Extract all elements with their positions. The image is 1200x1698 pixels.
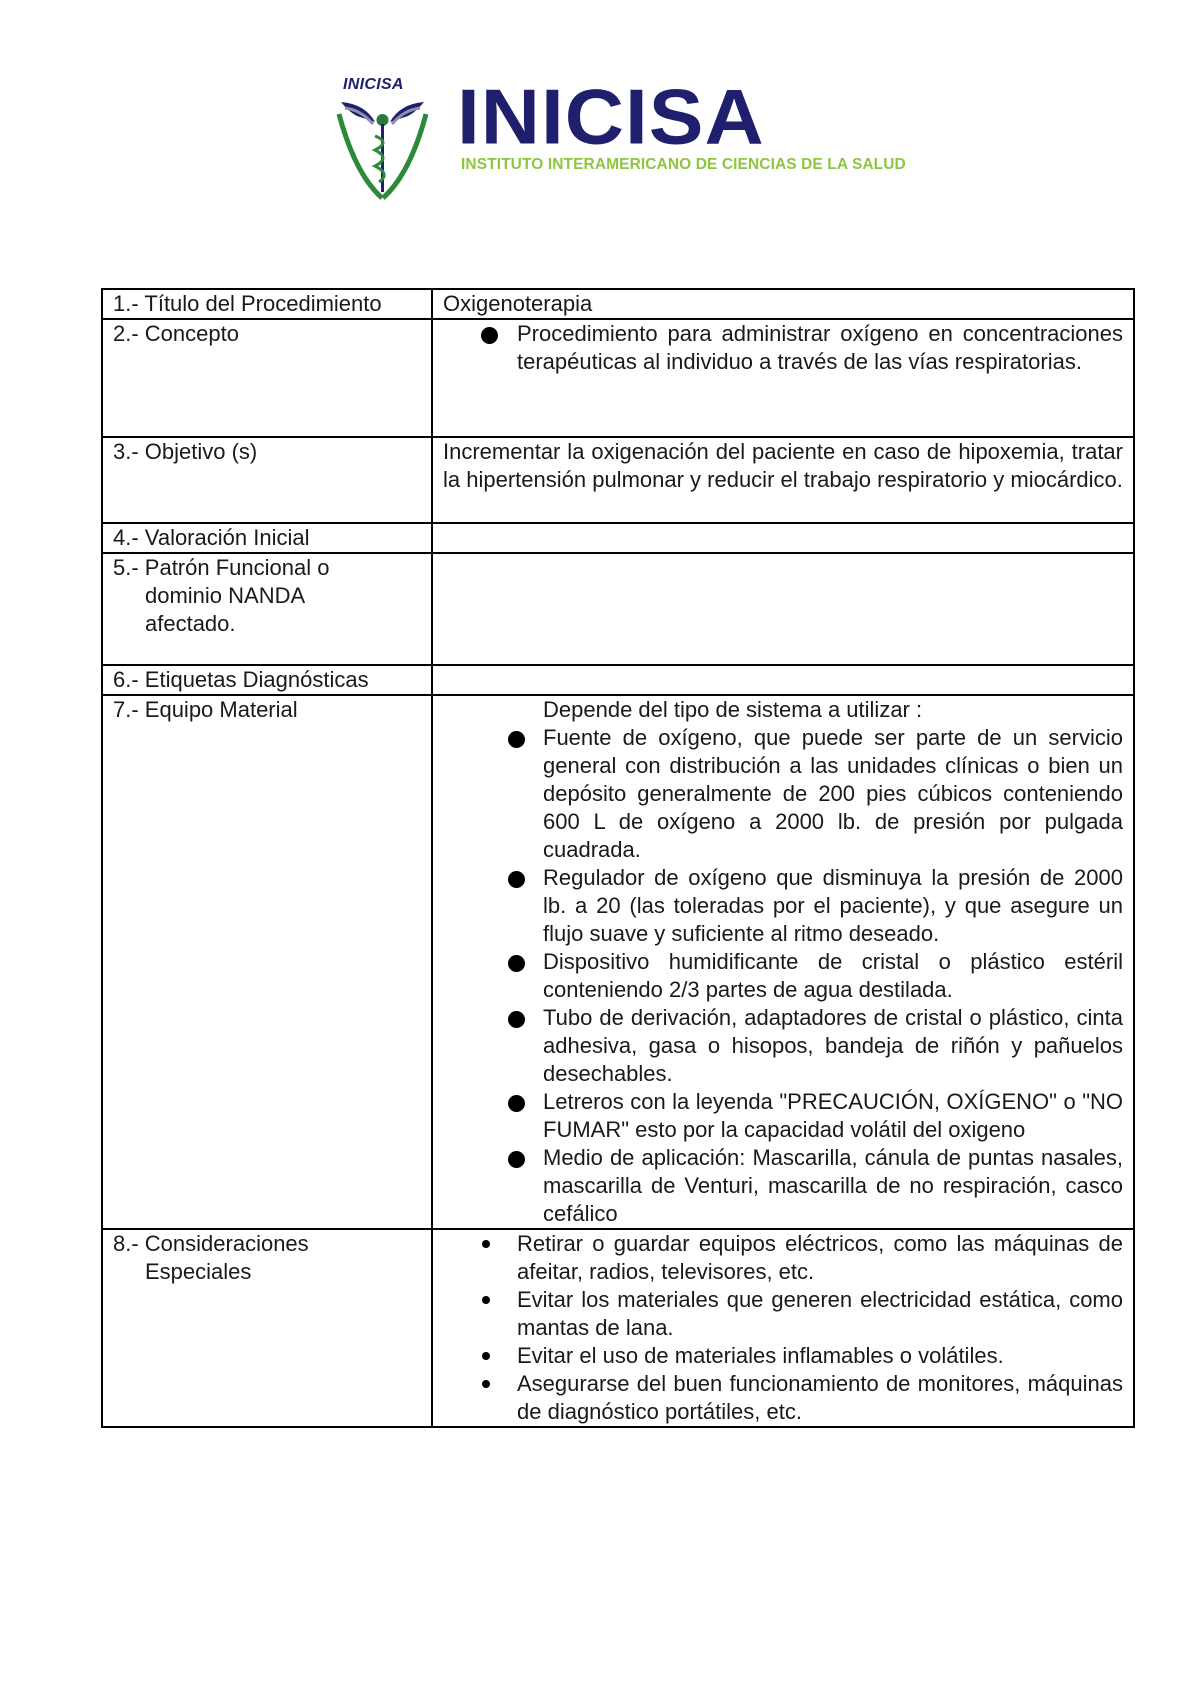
value-special-considerations: [432, 1229, 1134, 1427]
list-item: Regulador de oxígeno que disminuya la presión de 2000 lb. a 20 (las toleradas por el paciente), y que asegure un flujo suave y suficiente al ritmo deseado.: [543, 864, 1123, 948]
value-nanda: [432, 553, 1134, 665]
list-item: Evitar el uso de materiales inflamables o volátiles.: [517, 1342, 1123, 1370]
institution-logo: [335, 72, 935, 202]
concept-text: Procedimiento para administrar oxígeno en concentraciones terapéuticas al individuo a través de las vías respiratorias.: [517, 321, 1123, 374]
label-initial-assessment: 4.- Valoración Inicial: [102, 523, 432, 553]
label-nanda-first: 5.- Patrón Funcional o: [113, 555, 330, 580]
value-concept: [432, 319, 1134, 437]
bullet-icon: [508, 1011, 525, 1028]
caduceus-icon: [335, 94, 430, 202]
procedure-table: [101, 288, 1135, 1428]
label-special-considerations: [102, 1229, 432, 1427]
bullet-icon: [508, 1095, 525, 1112]
institution-subtitle: INSTITUTO INTERAMERICANO DE CIENCIAS DE LA SALUD: [461, 156, 906, 173]
value-initial-assessment: [432, 523, 1134, 553]
bullet-icon: [482, 1296, 490, 1304]
list-item: Medio de aplicación: Mascarilla, cánula de puntas nasales, mascarilla de Venturi, mascarilla de no respiración, casco cefálico: [543, 1144, 1123, 1228]
equipment-intro: Depende del tipo de sistema a utilizar :: [543, 697, 923, 722]
list-item: [517, 320, 1123, 376]
value-title: Oxigenoterapia: [432, 289, 1134, 319]
list-item: Dispositivo humidificante de cristal o plástico estéril conteniendo 2/3 partes de agua destilada.: [543, 948, 1123, 1004]
row-title: [102, 289, 1134, 319]
list-item: Fuente de oxígeno, que puede ser parte de un servicio general con distribución a las unidades clínicas o bien un depósito generalmente de 200 pies cúbicos conteniendo 600 L de oxígeno a 2000 lb. de presión por pulgada cuadrada.: [543, 724, 1123, 864]
bullet-icon: [508, 731, 525, 748]
label-equipment: 7.- Equipo Material: [102, 695, 432, 1229]
value-objective: Incrementar la oxigenación del paciente en caso de hipoxemia, tratar la hipertensión pulmonar y reducir el trabajo respiratorio y miocárdico.: [432, 437, 1134, 523]
row-special-considerations: [102, 1229, 1134, 1427]
row-diagnostic-labels: [102, 665, 1134, 695]
label-objective: 3.- Objetivo (s): [102, 437, 432, 523]
caduceus-emblem: [335, 72, 430, 202]
bullet-icon: [508, 871, 525, 888]
bullet-icon: [482, 1380, 490, 1388]
bullet-icon: [508, 955, 525, 972]
bullet-icon: [482, 1352, 490, 1360]
row-nanda: [102, 553, 1134, 665]
row-concept: [102, 319, 1134, 437]
label-diagnostic-labels: 6.- Etiquetas Diagnósticas: [102, 665, 432, 695]
label-considerations-rest: Especiales: [145, 1259, 252, 1284]
list-item: Letreros con la leyenda "PRECAUCIÓN, OXÍGENO" o "NO FUMAR" esto por la capacidad volátil del oxigeno: [543, 1088, 1123, 1144]
list-item: Retirar o guardar equipos eléctricos, como las máquinas de afeitar, radios, televisores, etc.: [517, 1230, 1123, 1286]
bullet-icon: [508, 1151, 525, 1168]
bullet-icon: [481, 327, 498, 344]
list-item: Evitar los materiales que generen electricidad estática, como mantas de lana.: [517, 1286, 1123, 1342]
list-item: Asegurarse del buen funcionamiento de monitores, máquinas de diagnóstico portátiles, etc.: [517, 1370, 1123, 1426]
label-considerations-first: 8.- Consideraciones: [113, 1231, 309, 1256]
label-title: 1.- Título del Procedimiento: [102, 289, 432, 319]
brand-wordmark: INICISA: [457, 74, 765, 161]
row-objective: [102, 437, 1134, 523]
bullet-icon: [482, 1240, 490, 1248]
label-nanda: [102, 553, 432, 665]
label-nanda-rest: dominio NANDA afectado.: [145, 583, 304, 636]
emblem-title: INICISA: [343, 76, 404, 93]
value-equipment: [432, 695, 1134, 1229]
value-diagnostic-labels: [432, 665, 1134, 695]
row-initial-assessment: [102, 523, 1134, 553]
list-item: Tubo de derivación, adaptadores de cristal o plástico, cinta adhesiva, gasa o hisopos, bandeja de riñón y pañuelos desechables.: [543, 1004, 1123, 1088]
label-concept: 2.- Concepto: [102, 319, 432, 437]
row-equipment: [102, 695, 1134, 1229]
